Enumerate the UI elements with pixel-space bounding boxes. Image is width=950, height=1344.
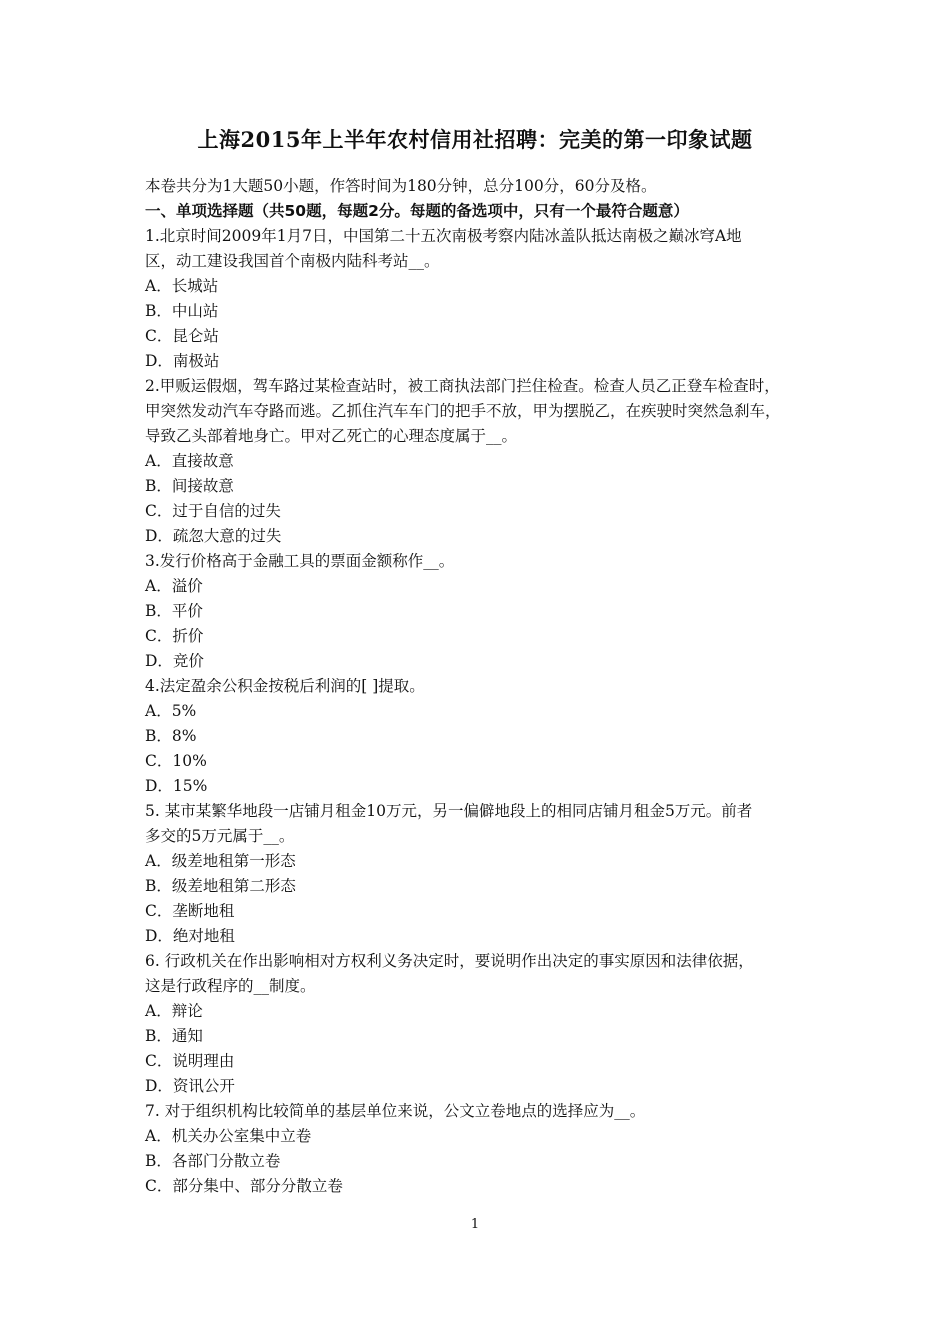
option-line: C．说明理由 [145,1052,235,1070]
question-line: 甲突然发动汽车夺路而逃。乙抓住汽车车门的把手不放，甲为摆脱乙，在疾驶时突然急刹车， [145,402,781,420]
option-line: B．中山站 [145,302,219,320]
exam-intro: 本卷共分为1大题50小题，作答时间为180分钟，总分100分，60分及格。 [145,177,657,195]
option-line: C．10% [145,752,207,770]
option-line: B．级差地租第二形态 [145,877,296,895]
option-line: A．直接故意 [145,452,234,470]
option-line: C．部分集中、部分分散立卷 [145,1177,343,1195]
option-line: C．过于自信的过失 [145,502,281,520]
option-line: A．5% [145,702,197,720]
question-line: 6. 行政机关在作出影响相对方权利义务决定时，要说明作出决定的事实原因和法律依据， [145,952,754,970]
option-line: B．平价 [145,602,203,620]
option-line: D．绝对地租 [145,927,235,945]
option-line: D．资讯公开 [145,1077,235,1095]
question-line: 区，动工建设我国首个南极内陆科考站__。 [145,252,440,270]
question-line: 多交的5万元属于__。 [145,827,295,845]
question-line: 这是行政程序的__制度。 [145,977,316,995]
option-line: D．15% [145,777,208,795]
option-line: B．通知 [145,1027,203,1045]
option-line: C．垄断地租 [145,902,235,920]
document-title: 上海2015年上半年农村信用社招聘：完美的第一印象试题 [197,127,753,152]
option-line: D．南极站 [145,352,220,370]
option-line: C．折价 [145,627,204,645]
option-line: B．各部门分散立卷 [145,1152,281,1170]
option-line: A．辩论 [145,1002,203,1020]
option-line: A．级差地租第一形态 [145,852,296,870]
question-line: 3.发行价格高于金融工具的票面金额称作__。 [145,552,455,570]
option-line: D．竞价 [145,652,204,670]
option-line: A．长城站 [145,277,219,295]
question-line: 7. 对于组织机构比较简单的基层单位来说，公文立卷地点的选择应为__。 [145,1102,646,1120]
option-line: B．8% [145,727,197,745]
option-line: A．溢价 [145,577,203,595]
section-heading: 一、单项选择题（共50题，每题2分。每题的备选项中，只有一个最符合题意） [145,202,689,220]
question-line: 5. 某市某繁华地段一店铺月租金10万元，另一偏僻地段上的相同店铺月租金5万元。前者 [145,802,753,820]
question-line: 1.北京时间2009年1月7日，中国第二十五次南极考察内陆冰盖队抵达南极之巅冰穹A地 [145,227,742,245]
question-line: 导致乙头部着地身亡。甲对乙死亡的心理态度属于__。 [145,427,518,445]
option-line: D．疏忽大意的过失 [145,527,282,545]
question-line: 2.甲贩运假烟，驾车路过某检查站时，被工商执法部门拦住检查。检查人员乙正登车检查时， [145,377,780,395]
question-line: 4.法定盈余公积金按税后利润的[ ]提取。 [145,677,425,695]
option-line: B．间接故意 [145,477,234,495]
option-line: C．昆仑站 [145,327,219,345]
page-number: 1 [470,1217,480,1232]
option-line: A．机关办公室集中立卷 [145,1127,312,1145]
